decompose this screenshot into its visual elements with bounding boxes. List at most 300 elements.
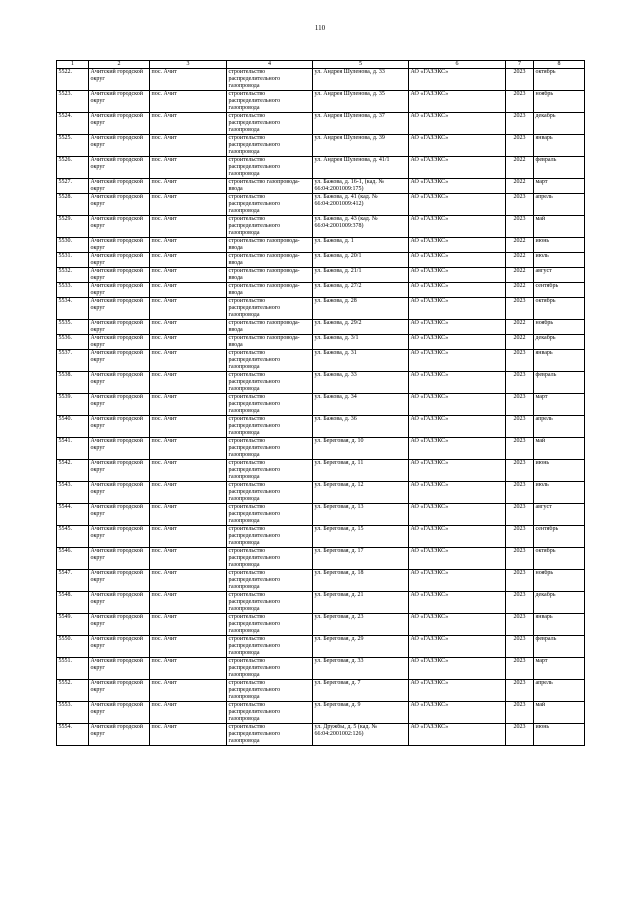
row-number: 5525. — [57, 135, 89, 157]
year-cell: 2023 — [506, 438, 534, 460]
organization-cell: АО «ГАЗЭКС» — [409, 526, 506, 548]
settlement-cell: пос. Ачит — [150, 592, 227, 614]
month-cell: февраль — [534, 157, 585, 179]
settlement-cell: пос. Ачит — [150, 526, 227, 548]
organization-cell: АО «ГАЗЭКС» — [409, 238, 506, 253]
district-cell: Ачитский городской округ — [89, 526, 150, 548]
month-cell: февраль — [534, 372, 585, 394]
address-cell: ул. Бажова, д. 36 — [313, 416, 409, 438]
district-cell: Ачитский городской округ — [89, 570, 150, 592]
year-cell: 2023 — [506, 702, 534, 724]
organization-cell: АО «ГАЗЭКС» — [409, 298, 506, 320]
work-type-cell: строительство газопровода-ввода — [227, 268, 313, 283]
table-row — [57, 335, 585, 350]
work-type-cell: строительство распределительного газопровода — [227, 298, 313, 320]
work-type-cell: строительство распределительного газопровода — [227, 416, 313, 438]
organization-cell: АО «ГАЗЭКС» — [409, 570, 506, 592]
settlement-cell: пос. Ачит — [150, 283, 227, 298]
organization-cell: АО «ГАЗЭКС» — [409, 658, 506, 680]
table-row — [57, 460, 585, 482]
organization-cell: АО «ГАЗЭКС» — [409, 194, 506, 216]
row-number: 5534. — [57, 298, 89, 320]
organization-cell: АО «ГАЗЭКС» — [409, 135, 506, 157]
work-type-cell: строительство распределительного газопровода — [227, 135, 313, 157]
district-cell: Ачитский городской округ — [89, 548, 150, 570]
work-type-cell: строительство распределительного газопровода — [227, 216, 313, 238]
work-type-cell: строительство распределительного газопровода — [227, 350, 313, 372]
table-row — [57, 724, 585, 746]
district-cell: Ачитский городской округ — [89, 724, 150, 746]
year-cell: 2023 — [506, 482, 534, 504]
district-cell: Ачитский городской округ — [89, 216, 150, 238]
address-cell: ул. Бажова, д. 28 — [313, 298, 409, 320]
table-row — [57, 268, 585, 283]
work-type-cell: строительство распределительного газопровода — [227, 113, 313, 135]
table-row — [57, 702, 585, 724]
year-cell: 2022 — [506, 335, 534, 350]
organization-cell: АО «ГАЗЭКС» — [409, 394, 506, 416]
work-type-cell: строительство распределительного газопровода — [227, 438, 313, 460]
row-number: 5550. — [57, 636, 89, 658]
district-cell: Ачитский городской округ — [89, 135, 150, 157]
year-cell: 2023 — [506, 113, 534, 135]
table-row — [57, 113, 585, 135]
address-cell: ул. Бажова, д. 3/1 — [313, 335, 409, 350]
settlement-cell: пос. Ачит — [150, 460, 227, 482]
district-cell: Ачитский городской округ — [89, 592, 150, 614]
month-cell: февраль — [534, 636, 585, 658]
year-cell: 2022 — [506, 179, 534, 194]
page-number: 110 — [314, 24, 326, 32]
district-cell: Ачитский городской округ — [89, 298, 150, 320]
month-cell: январь — [534, 614, 585, 636]
table-row — [57, 570, 585, 592]
row-number: 5529. — [57, 216, 89, 238]
column-header: 1 — [57, 61, 89, 69]
district-cell: Ачитский городской округ — [89, 91, 150, 113]
settlement-cell: пос. Ачит — [150, 320, 227, 335]
organization-cell: АО «ГАЗЭКС» — [409, 680, 506, 702]
month-cell: июль — [534, 482, 585, 504]
year-cell: 2023 — [506, 372, 534, 394]
organization-cell: АО «ГАЗЭКС» — [409, 482, 506, 504]
column-header: 6 — [409, 61, 506, 69]
work-type-cell: строительство распределительного газопровода — [227, 614, 313, 636]
settlement-cell: пос. Ачит — [150, 724, 227, 746]
year-cell: 2023 — [506, 504, 534, 526]
month-cell: август — [534, 504, 585, 526]
column-header: 3 — [150, 61, 227, 69]
organization-cell: АО «ГАЗЭКС» — [409, 283, 506, 298]
settlement-cell: пос. Ачит — [150, 438, 227, 460]
month-cell: июнь — [534, 724, 585, 746]
settlement-cell: пос. Ачит — [150, 636, 227, 658]
row-number: 5533. — [57, 283, 89, 298]
table-row — [57, 157, 585, 179]
district-cell: Ачитский городской округ — [89, 283, 150, 298]
month-cell: май — [534, 702, 585, 724]
settlement-cell: пос. Ачит — [150, 179, 227, 194]
work-type-cell: строительство распределительного газопровода — [227, 680, 313, 702]
table-row — [57, 636, 585, 658]
year-cell: 2023 — [506, 724, 534, 746]
month-cell: март — [534, 658, 585, 680]
work-type-cell: строительство распределительного газопровода — [227, 372, 313, 394]
district-cell: Ачитский городской округ — [89, 658, 150, 680]
settlement-cell: пос. Ачит — [150, 268, 227, 283]
district-cell: Ачитский городской округ — [89, 69, 150, 91]
organization-cell: АО «ГАЗЭКС» — [409, 253, 506, 268]
year-cell: 2023 — [506, 394, 534, 416]
column-header: 4 — [227, 61, 313, 69]
settlement-cell: пос. Ачит — [150, 113, 227, 135]
column-header: 2 — [89, 61, 150, 69]
year-cell: 2023 — [506, 526, 534, 548]
organization-cell: АО «ГАЗЭКС» — [409, 504, 506, 526]
district-cell: Ачитский городской округ — [89, 702, 150, 724]
work-type-cell: строительство распределительного газопровода — [227, 548, 313, 570]
row-number: 5535. — [57, 320, 89, 335]
address-cell: ул. Береговая, д. 10 — [313, 438, 409, 460]
address-cell: ул. Береговая, д. 29 — [313, 636, 409, 658]
table-row — [57, 372, 585, 394]
table-row — [57, 69, 585, 91]
row-number: 5546. — [57, 548, 89, 570]
month-cell: ноябрь — [534, 570, 585, 592]
year-cell: 2023 — [506, 592, 534, 614]
row-number: 5531. — [57, 253, 89, 268]
column-header: 7 — [506, 61, 534, 69]
table-row — [57, 416, 585, 438]
year-cell: 2023 — [506, 69, 534, 91]
row-number: 5539. — [57, 394, 89, 416]
address-cell: ул. Дружбы, д. 5 (кад. № 66:04:2001002:126) — [313, 724, 409, 746]
district-cell: Ачитский городской округ — [89, 238, 150, 253]
column-number-row — [57, 61, 585, 69]
district-cell: Ачитский городской округ — [89, 438, 150, 460]
table-row — [57, 298, 585, 320]
work-type-cell: строительство распределительного газопровода — [227, 658, 313, 680]
table-body — [57, 69, 585, 746]
settlement-cell: пос. Ачит — [150, 253, 227, 268]
month-cell: май — [534, 438, 585, 460]
year-cell: 2023 — [506, 614, 534, 636]
district-cell: Ачитский городской округ — [89, 350, 150, 372]
address-cell: ул. Бажова, д. 21/1 — [313, 268, 409, 283]
table-row — [57, 526, 585, 548]
year-cell: 2023 — [506, 135, 534, 157]
work-type-cell: строительство газопровода-ввода — [227, 253, 313, 268]
year-cell: 2023 — [506, 216, 534, 238]
row-number: 5554. — [57, 724, 89, 746]
year-cell: 2022 — [506, 238, 534, 253]
work-type-cell: строительство распределительного газопровода — [227, 194, 313, 216]
address-cell: ул. Береговая, д. 17 — [313, 548, 409, 570]
month-cell: июнь — [534, 460, 585, 482]
month-cell: декабрь — [534, 335, 585, 350]
address-cell: ул. Береговая, д. 9 — [313, 702, 409, 724]
row-number: 5527. — [57, 179, 89, 194]
organization-cell: АО «ГАЗЭКС» — [409, 335, 506, 350]
district-cell: Ачитский городской округ — [89, 614, 150, 636]
table-row — [57, 238, 585, 253]
settlement-cell: пос. Ачит — [150, 157, 227, 179]
work-type-cell: строительство газопровода-ввода — [227, 335, 313, 350]
column-header: 5 — [313, 61, 409, 69]
table-row — [57, 504, 585, 526]
year-cell: 2023 — [506, 298, 534, 320]
month-cell: декабрь — [534, 113, 585, 135]
address-cell: ул. Береговая, д. 33 — [313, 658, 409, 680]
settlement-cell: пос. Ачит — [150, 614, 227, 636]
row-number: 5545. — [57, 526, 89, 548]
district-cell: Ачитский городской округ — [89, 320, 150, 335]
settlement-cell: пос. Ачит — [150, 238, 227, 253]
month-cell: октябрь — [534, 548, 585, 570]
address-cell: ул. Береговая, д. 11 — [313, 460, 409, 482]
year-cell: 2022 — [506, 253, 534, 268]
address-cell: ул. Бажова, д. 34 — [313, 394, 409, 416]
work-type-cell: строительство распределительного газопровода — [227, 636, 313, 658]
settlement-cell: пос. Ачит — [150, 658, 227, 680]
table-row — [57, 614, 585, 636]
settlement-cell: пос. Ачит — [150, 69, 227, 91]
row-number: 5538. — [57, 372, 89, 394]
year-cell: 2022 — [506, 268, 534, 283]
table-row — [57, 91, 585, 113]
organization-cell: АО «ГАЗЭКС» — [409, 372, 506, 394]
settlement-cell: пос. Ачит — [150, 482, 227, 504]
address-cell: ул. Бажова, д. 16-1, (кад. № 66:04:2001009:175) — [313, 179, 409, 194]
settlement-cell: пос. Ачит — [150, 216, 227, 238]
row-number: 5524. — [57, 113, 89, 135]
table-row — [57, 548, 585, 570]
year-cell: 2023 — [506, 548, 534, 570]
year-cell: 2023 — [506, 658, 534, 680]
row-number: 5544. — [57, 504, 89, 526]
settlement-cell: пос. Ачит — [150, 416, 227, 438]
address-cell: ул. Береговая, д. 12 — [313, 482, 409, 504]
address-cell: ул. Бажова, д. 31 — [313, 350, 409, 372]
district-cell: Ачитский городской округ — [89, 416, 150, 438]
settlement-cell: пос. Ачит — [150, 570, 227, 592]
address-cell: ул. Бажова, д. 27/2 — [313, 283, 409, 298]
table-row — [57, 283, 585, 298]
month-cell: март — [534, 179, 585, 194]
address-cell: ул. Андрея Шуленова, д. 33 — [313, 69, 409, 91]
year-cell: 2022 — [506, 320, 534, 335]
district-cell: Ачитский городской округ — [89, 335, 150, 350]
settlement-cell: пос. Ачит — [150, 372, 227, 394]
month-cell: январь — [534, 135, 585, 157]
settlement-cell: пос. Ачит — [150, 335, 227, 350]
organization-cell: АО «ГАЗЭКС» — [409, 702, 506, 724]
organization-cell: АО «ГАЗЭКС» — [409, 216, 506, 238]
month-cell: сентябрь — [534, 283, 585, 298]
table-row — [57, 135, 585, 157]
address-cell: ул. Андрея Шуленова, д. 37 — [313, 113, 409, 135]
table-row — [57, 438, 585, 460]
table-row — [57, 194, 585, 216]
work-type-cell: строительство распределительного газопровода — [227, 724, 313, 746]
row-number: 5553. — [57, 702, 89, 724]
row-number: 5528. — [57, 194, 89, 216]
work-type-cell: строительство распределительного газопровода — [227, 91, 313, 113]
organization-cell: АО «ГАЗЭКС» — [409, 91, 506, 113]
district-cell: Ачитский городской округ — [89, 157, 150, 179]
settlement-cell: пос. Ачит — [150, 394, 227, 416]
row-number: 5549. — [57, 614, 89, 636]
district-cell: Ачитский городской округ — [89, 194, 150, 216]
settlement-cell: пос. Ачит — [150, 702, 227, 724]
work-type-cell: строительство распределительного газопровода — [227, 702, 313, 724]
organization-cell: АО «ГАЗЭКС» — [409, 320, 506, 335]
district-cell: Ачитский городской округ — [89, 636, 150, 658]
organization-cell: АО «ГАЗЭКС» — [409, 460, 506, 482]
month-cell: октябрь — [534, 298, 585, 320]
work-type-cell: строительство распределительного газопровода — [227, 526, 313, 548]
month-cell: май — [534, 216, 585, 238]
district-cell: Ачитский городской округ — [89, 253, 150, 268]
row-number: 5522. — [57, 69, 89, 91]
settlement-cell: пос. Ачит — [150, 548, 227, 570]
row-number: 5547. — [57, 570, 89, 592]
address-cell: ул. Береговая, д. 23 — [313, 614, 409, 636]
year-cell: 2023 — [506, 636, 534, 658]
table-row — [57, 179, 585, 194]
table-row — [57, 216, 585, 238]
district-cell: Ачитский городской округ — [89, 680, 150, 702]
organization-cell: АО «ГАЗЭКС» — [409, 179, 506, 194]
organization-cell: АО «ГАЗЭКС» — [409, 113, 506, 135]
work-type-cell: строительство газопровода-ввода — [227, 283, 313, 298]
month-cell: ноябрь — [534, 91, 585, 113]
organization-cell: АО «ГАЗЭКС» — [409, 636, 506, 658]
row-number: 5526. — [57, 157, 89, 179]
address-cell: ул. Береговая, д. 21 — [313, 592, 409, 614]
settlement-cell: пос. Ачит — [150, 504, 227, 526]
organization-cell: АО «ГАЗЭКС» — [409, 592, 506, 614]
district-cell: Ачитский городской округ — [89, 482, 150, 504]
year-cell: 2023 — [506, 416, 534, 438]
district-cell: Ачитский городской округ — [89, 268, 150, 283]
work-type-cell: строительство распределительного газопровода — [227, 69, 313, 91]
table-row — [57, 592, 585, 614]
year-cell: 2023 — [506, 570, 534, 592]
work-type-cell: строительство газопровода-ввода — [227, 320, 313, 335]
year-cell: 2023 — [506, 194, 534, 216]
organization-cell: АО «ГАЗЭКС» — [409, 614, 506, 636]
row-number: 5540. — [57, 416, 89, 438]
address-cell: ул. Андрея Шуленова, д. 41/1 — [313, 157, 409, 179]
settlement-cell: пос. Ачит — [150, 680, 227, 702]
column-header: 8 — [534, 61, 585, 69]
organization-cell: АО «ГАЗЭКС» — [409, 438, 506, 460]
row-number: 5548. — [57, 592, 89, 614]
register-table — [56, 60, 585, 746]
address-cell: ул. Бажова, д. 33 — [313, 372, 409, 394]
table-row — [57, 658, 585, 680]
month-cell: апрель — [534, 680, 585, 702]
address-cell: ул. Береговая, д. 13 — [313, 504, 409, 526]
work-type-cell: строительство распределительного газопровода — [227, 394, 313, 416]
settlement-cell: пос. Ачит — [150, 91, 227, 113]
table-row — [57, 253, 585, 268]
year-cell: 2023 — [506, 91, 534, 113]
work-type-cell: строительство распределительного газопровода — [227, 460, 313, 482]
address-cell: ул. Бажова, д. 20/1 — [313, 253, 409, 268]
table-row — [57, 482, 585, 504]
row-number: 5541. — [57, 438, 89, 460]
work-type-cell: строительство распределительного газопровода — [227, 592, 313, 614]
organization-cell: АО «ГАЗЭКС» — [409, 157, 506, 179]
table-row — [57, 680, 585, 702]
address-cell: ул. Береговая, д. 15 — [313, 526, 409, 548]
organization-cell: АО «ГАЗЭКС» — [409, 268, 506, 283]
work-type-cell: строительство газопровода-ввода — [227, 238, 313, 253]
district-cell: Ачитский городской округ — [89, 179, 150, 194]
address-cell: ул. Бажова, д. 1 — [313, 238, 409, 253]
month-cell: сентябрь — [534, 526, 585, 548]
row-number: 5552. — [57, 680, 89, 702]
address-cell: ул. Андрея Шуленова, д. 39 — [313, 135, 409, 157]
month-cell: декабрь — [534, 592, 585, 614]
work-type-cell: строительство газопровода-ввода — [227, 179, 313, 194]
table-row — [57, 350, 585, 372]
row-number: 5543. — [57, 482, 89, 504]
row-number: 5532. — [57, 268, 89, 283]
organization-cell: АО «ГАЗЭКС» — [409, 548, 506, 570]
year-cell: 2023 — [506, 460, 534, 482]
settlement-cell: пос. Ачит — [150, 298, 227, 320]
month-cell: январь — [534, 350, 585, 372]
work-type-cell: строительство распределительного газопровода — [227, 504, 313, 526]
district-cell: Ачитский городской округ — [89, 460, 150, 482]
address-cell: ул. Андрея Шуленова, д. 35 — [313, 91, 409, 113]
work-type-cell: строительство распределительного газопровода — [227, 482, 313, 504]
organization-cell: АО «ГАЗЭКС» — [409, 724, 506, 746]
work-type-cell: строительство распределительного газопровода — [227, 570, 313, 592]
month-cell: июль — [534, 253, 585, 268]
table-row — [57, 320, 585, 335]
year-cell: 2022 — [506, 283, 534, 298]
address-cell: ул. Береговая, д. 7 — [313, 680, 409, 702]
district-cell: Ачитский городской округ — [89, 113, 150, 135]
settlement-cell: пос. Ачит — [150, 135, 227, 157]
month-cell: март — [534, 394, 585, 416]
district-cell: Ачитский городской округ — [89, 372, 150, 394]
settlement-cell: пос. Ачит — [150, 350, 227, 372]
month-cell: август — [534, 268, 585, 283]
organization-cell: АО «ГАЗЭКС» — [409, 350, 506, 372]
work-type-cell: строительство распределительного газопровода — [227, 157, 313, 179]
table-row — [57, 394, 585, 416]
month-cell: июнь — [534, 238, 585, 253]
row-number: 5542. — [57, 460, 89, 482]
address-cell: ул. Бажова, д. 43 (кад. № 66:04:2001009:378) — [313, 216, 409, 238]
month-cell: октябрь — [534, 69, 585, 91]
organization-cell: АО «ГАЗЭКС» — [409, 416, 506, 438]
row-number: 5523. — [57, 91, 89, 113]
organization-cell: АО «ГАЗЭКС» — [409, 69, 506, 91]
row-number: 5537. — [57, 350, 89, 372]
month-cell: апрель — [534, 194, 585, 216]
row-number: 5551. — [57, 658, 89, 680]
district-cell: Ачитский городской округ — [89, 504, 150, 526]
year-cell: 2023 — [506, 680, 534, 702]
address-cell: ул. Бажова, д. 29/2 — [313, 320, 409, 335]
month-cell: ноябрь — [534, 320, 585, 335]
